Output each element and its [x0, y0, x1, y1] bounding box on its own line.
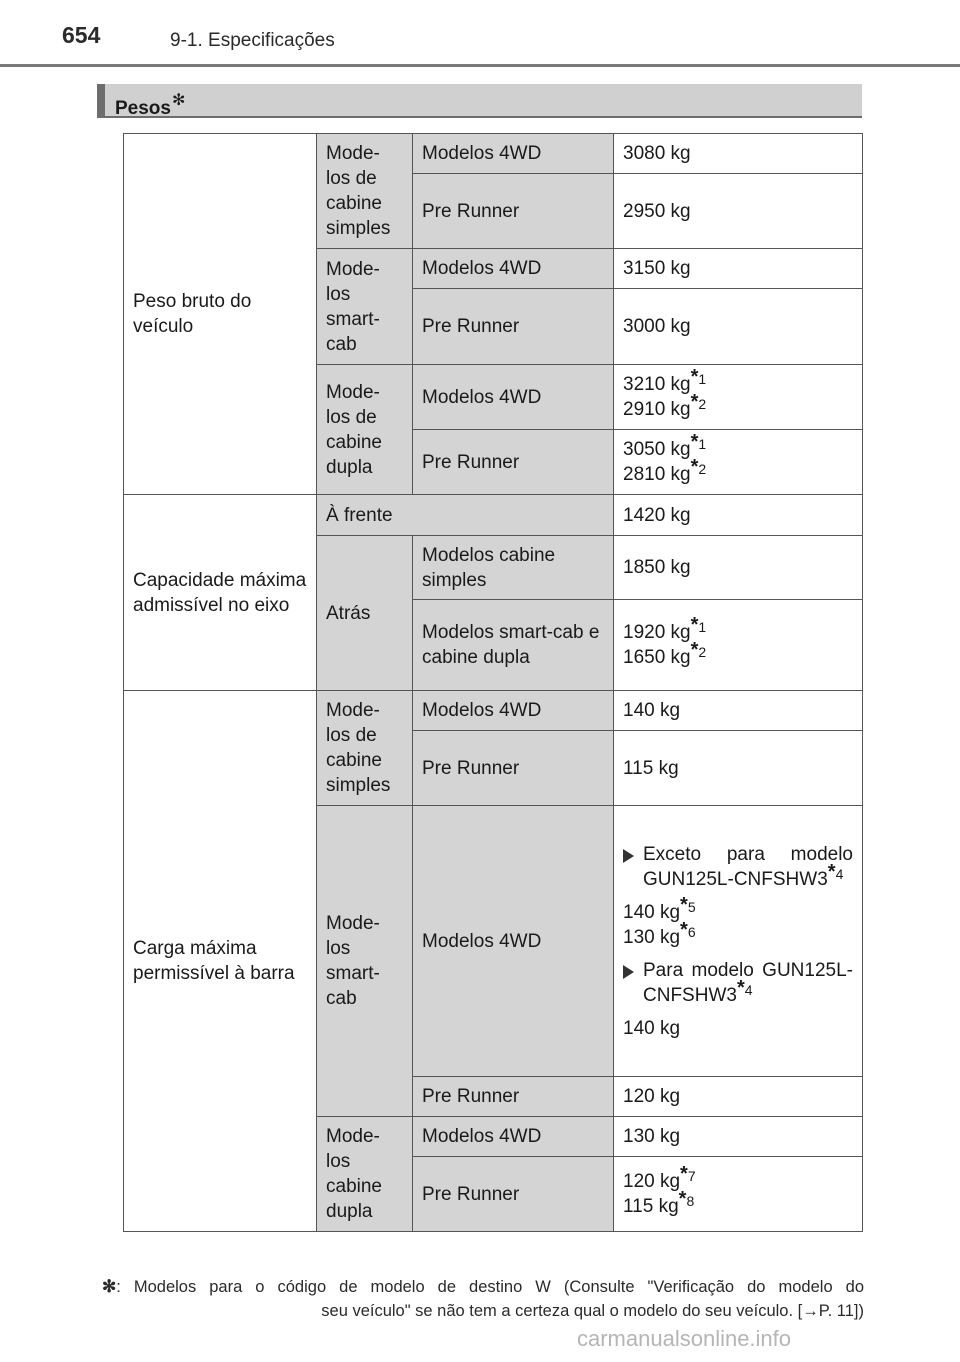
value-cell: 3150 kg [614, 249, 863, 289]
model-cell: Modelos 4WD [413, 365, 614, 430]
value-cell: 3080 kg [614, 134, 863, 174]
model-cell: Pre Runner [413, 1077, 614, 1117]
value-cell: Exceto para modelo GUN125L-CNFSHW3*$^4$ 140 kg*$^5$ 130 kg*$^6$ Para modelo GUN125L-CNFSHW3*$^4$ 140 kg [614, 806, 863, 1077]
model-cell: Modelos 4WD [413, 134, 614, 174]
value-cell: 1850 kg [614, 536, 863, 600]
heading-title: Pesos✻ [115, 92, 186, 119]
model-cell: Pre Runner [413, 430, 614, 495]
double-cab-label: Mode-los de cabine dupla [317, 365, 413, 495]
triangle-bullet-icon [623, 849, 634, 863]
model-cell: Modelos 4WD [413, 806, 614, 1077]
footnote-line: seu veículo" se não tem a certeza qual o modelo do seu veículo. [→P. 11]) [321, 1302, 864, 1320]
model-cell: Modelos 4WD [413, 1117, 614, 1157]
for-model-item: Para modelo GUN125L-CNFSHW3*$^4$ [623, 958, 853, 1008]
watermark: carmanualsonline.info [577, 1326, 792, 1351]
smart-cab-label: Mode-los smart-cab [317, 249, 413, 365]
triangle-bullet-icon [623, 965, 634, 979]
page-header [0, 0, 960, 68]
gross-weight-label: Peso bruto do veículo [124, 134, 317, 495]
value-cell: 120 kg [614, 1077, 863, 1117]
model-cell: Pre Runner [413, 1157, 614, 1232]
single-cab-label: Mode-los de cabine simples [317, 134, 413, 249]
value-cell: 130 kg [614, 1117, 863, 1157]
model-cell: Modelos 4WD [413, 691, 614, 731]
model-cell: Modelos smart-cab e cabine dupla [413, 600, 614, 691]
section-title: 9-1. Especificações [170, 30, 335, 51]
front-label: À frente [317, 495, 614, 536]
value-cell: 3000 kg [614, 289, 863, 365]
asterisk-mark: ✻ [171, 92, 186, 109]
model-cell: Modelos cabine simples [413, 536, 614, 600]
value-cell: 140 kg [614, 691, 863, 731]
table-row [124, 691, 863, 731]
bar-load-label: Carga máxima permissível à barra [124, 691, 317, 1232]
value-cell: 3210 kg*$^1$ 2910 kg*$^2$ [614, 365, 863, 430]
table-row [124, 495, 863, 536]
asterisk-mark: ✻ [102, 1277, 117, 1296]
value-cell: 3050 kg*$^1$ 2810 kg*$^2$ [614, 430, 863, 495]
axle-capacity-label: Capacidade máxima admissível no eixo [124, 495, 317, 691]
page-number: 654 [62, 22, 101, 48]
weights-table [123, 133, 863, 1232]
value-cell: 115 kg [614, 731, 863, 806]
value-cell: 2950 kg [614, 174, 863, 249]
except-model-item: Exceto para modelo GUN125L-CNFSHW3*$^4$ [623, 842, 853, 892]
footnote [102, 1275, 864, 1323]
model-cell: Modelos 4WD [413, 249, 614, 289]
value-cell: 1920 kg*$^1$ 1650 kg*$^2$ [614, 600, 863, 691]
rear-label: Atrás [317, 536, 413, 691]
footnote-line: ✻: Modelos para o código de modelo de destino W (Consulte "Verificação do modelo do [102, 1277, 864, 1296]
model-cell: Pre Runner [413, 289, 614, 365]
value-cell: 120 kg*$^7$ 115 kg*$^8$ [614, 1157, 863, 1232]
smart-cab-label: Mode-los smart-cab [317, 806, 413, 1117]
double-cab-label: Mode-los cabine dupla [317, 1117, 413, 1232]
model-cell: Pre Runner [413, 731, 614, 806]
value-cell: 1420 kg [614, 495, 863, 536]
header-rule [0, 64, 960, 67]
section-heading [97, 84, 862, 118]
single-cab-label: Mode-los de cabine simples [317, 691, 413, 806]
table-row [124, 134, 863, 174]
model-cell: Pre Runner [413, 174, 614, 249]
